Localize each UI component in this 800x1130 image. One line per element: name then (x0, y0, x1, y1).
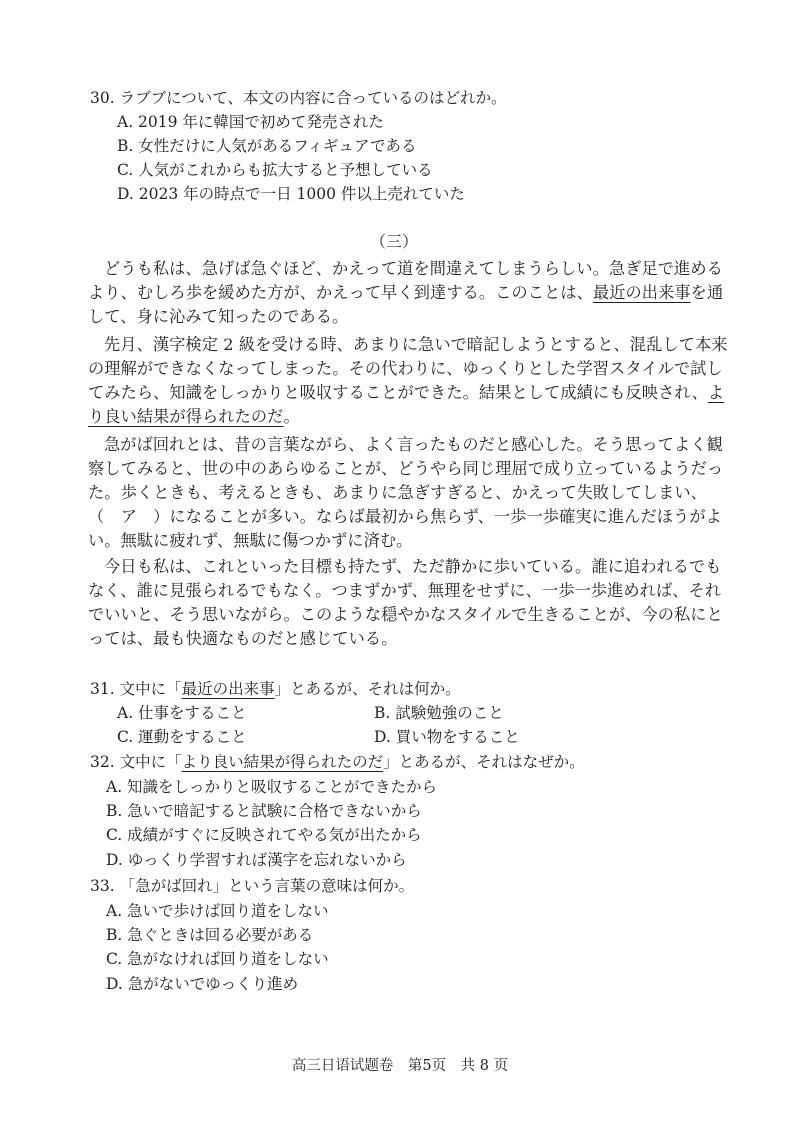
passage-line: なく、誰に見張られるでもなく。つまずかず、無理をせずに、一歩一歩進めれば、それ (88, 581, 722, 600)
stem-text: 」とあるが、それはなぜか。 (383, 753, 585, 771)
option-a: A. 急いで歩けば回り道をしない (106, 902, 329, 920)
passage-line: でいいと、そう思いながら。このような穏やかなスタイルで生きることが、今の私にと (88, 605, 723, 624)
passage-line: （ ア ）になることが多い。ならば最初から焦らず、一歩一歩確実に進んだほうがよ (88, 507, 722, 526)
passage-text: より、むしろ歩を緩めた方が、かえって早く到達する。このことは、 (88, 283, 593, 302)
passage-text: を通 (690, 283, 724, 302)
option-b: B. 急ぐときは回る必要がある (106, 926, 314, 944)
option-c: C. 人気がこれからも拡大すると予想している (117, 161, 433, 179)
option-d: D. 2023 年の時点で一日 1000 件以上売れていた (117, 185, 465, 203)
option-b: B. 急いで暗記すると試験に合格できないから (106, 802, 422, 820)
option-b: B. 試験勉強のこと (374, 704, 504, 722)
passage-line (88, 407, 300, 427)
passage-line: して、身に沁みて知ったのである。 (88, 307, 349, 326)
option-b: B. 女性だけに人気があるフィギュアである (117, 137, 417, 155)
question-stem: 33. 「急がば回れ」という言葉の意味は何か。 (90, 877, 415, 895)
passage-line (88, 383, 724, 403)
question-stem (90, 752, 585, 772)
passage-line: っては、最も快適なものだと感じている。 (88, 629, 398, 648)
underlined-phrase: り良い結果が得られたのだ (88, 407, 284, 426)
option-c: C. 運動をすること (117, 728, 247, 746)
passage-line: 察してみると、世の中のあらゆることが、どうやら同じ理屈で成り立っているようだっ (88, 459, 724, 478)
passage-line: た。歩くときも、考えるときも、あまりに急ぎすぎると、かえって失敗してしまい、 (88, 483, 707, 502)
stem-text: 31. 文中に「 (90, 680, 182, 698)
option-d: D. 買い物をすること (374, 728, 520, 746)
underlined-phrase: よ (707, 383, 725, 402)
option-a: A. 知識をしっかりと吸収することができたから (106, 778, 438, 796)
option-a: A. 2019 年に韓国で初めて発売された (117, 113, 384, 131)
underlined-phrase: より良い結果が得られたのだ (181, 753, 384, 771)
passage-text: 。 (283, 407, 300, 426)
passage-line (88, 283, 723, 303)
passage-line: 今日も私は、これといった目標も持たず、ただ静かに歩いている。誰に追われるでも (104, 557, 722, 576)
section-title: （三） (370, 232, 419, 251)
option-c: C. 成績がすぐに反映されてやる気が出たから (106, 826, 422, 844)
question-stem: 30. ラブブについて、本文の内容に合っているのはどれか。 (90, 89, 507, 107)
stem-text: 」とあるが、それは何か。 (274, 680, 461, 698)
passage-line: の理解ができなくなってしまった。その代わりに、ゆっくりとした学習スタイルで試し (88, 359, 723, 378)
page-footer: 高三日语试题卷 第5页 共 8 页 (291, 1058, 509, 1074)
passage-line: どうも私は、急げば急ぐほど、かえって道を間違えてしまうらしい。急ぎ足で進める (104, 259, 723, 278)
option-a: A. 仕事をすること (117, 704, 247, 722)
option-d: D. 急がないでゆっくり進め (106, 975, 299, 993)
option-d: D. ゆっくり学習すれば漢字を忘れないから (106, 851, 407, 869)
stem-text: 32. 文中に「 (90, 753, 182, 771)
passage-line: 先月、漢字検定 2 級を受ける時、あまりに急いで暗記しようとすると、混乱して本来 (104, 335, 728, 354)
question-stem (90, 679, 461, 699)
passage-text: てみたら、知識をしっかりと吸収することができた。結果として成績にも反映され、 (88, 383, 708, 402)
passage-line: 急がば回れとは、昔の言葉ながら、よく言ったものだと感心した。そう思ってよく観 (104, 435, 723, 454)
passage-line: い。無駄に疲れず、無駄に傷つかずに済む。 (88, 531, 413, 550)
underlined-phrase: 最近の出来事 (592, 283, 691, 302)
underlined-phrase: 最近の出来事 (181, 680, 275, 698)
option-c: C. 急がなければ回り道をしない (106, 950, 329, 968)
